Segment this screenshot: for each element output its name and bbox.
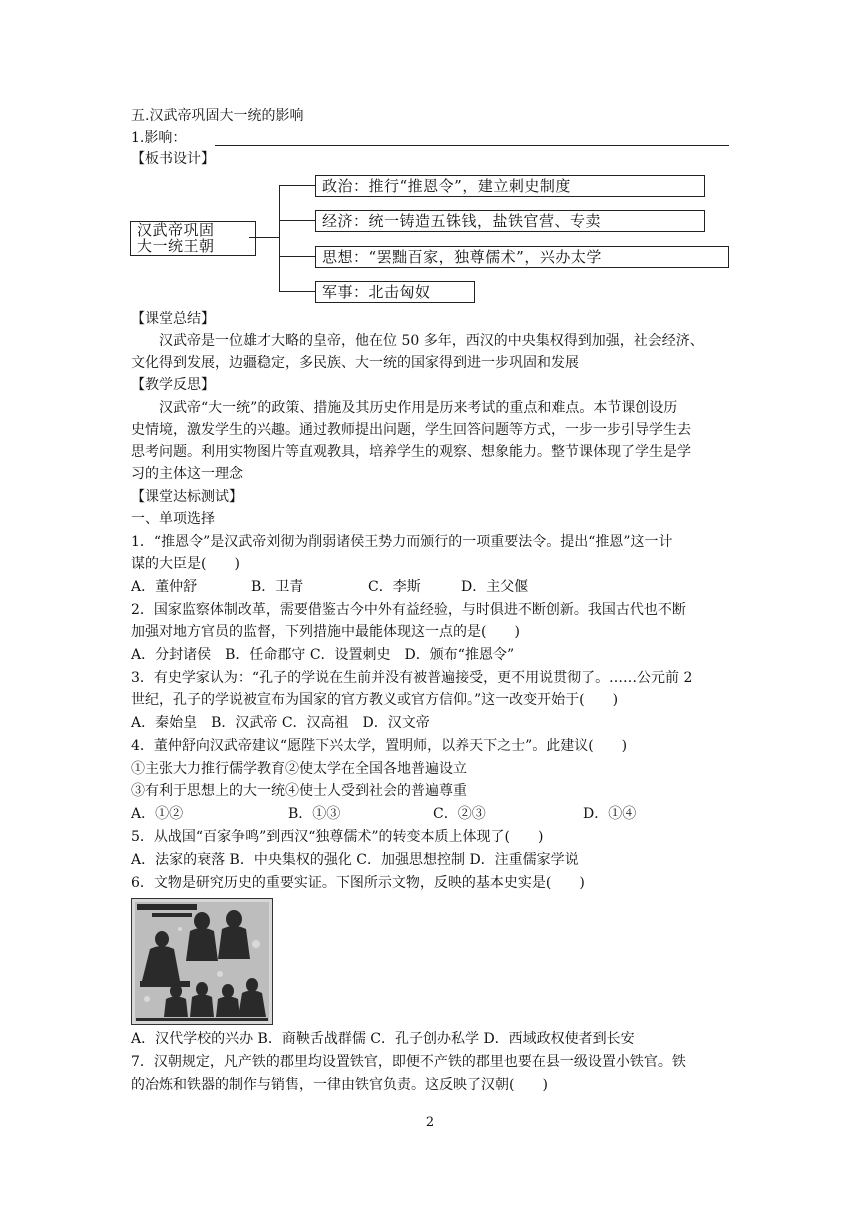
question-5-text: 5．从战国“百家争鸣”到西汉“独尊儒术”的转变本质上体现了( ): [131, 829, 544, 845]
reflection-heading: 【教学反思】: [131, 377, 215, 393]
question-3-text: 世纪，孔子的学说被宣布为国家的官方教义或官方信仰。”这一改变开始于( ): [131, 692, 619, 708]
diagram-connector: [279, 256, 315, 257]
question-7-text: 的冶炼和铁器的制作与销售，一律由铁官负责。这反映了汉朝( ): [131, 1077, 548, 1093]
reflection-line: 思考问题。利用实物图片等直观教具，培养学生的观察、想象能力。整节课体现了学生是学: [131, 444, 691, 460]
diagram-connector: [279, 291, 315, 292]
question-1-text: 1．“推恩令”是汉武帝刘彻为削弱诸侯王势力而颁行的一项重要法令。提出“推恩”这一计: [131, 534, 673, 550]
option-a: A．董仲舒: [131, 579, 198, 595]
question-6-text: 6．文物是研究历史的重要实证。下图所示文物，反映的基本史实是( ): [131, 875, 585, 891]
diagram-root-box: [130, 221, 256, 256]
question-4-text: 4．董仲舒向汉武帝建议“愿陛下兴太学，置明师，以养天下之士”。此建议( ): [131, 738, 628, 754]
diagram-connector: [249, 237, 279, 238]
option-d: D．①④: [583, 806, 637, 822]
option-d: D．主父偃: [461, 579, 529, 595]
question-3-options: A．秦始皇 B．汉武帝 C．汉高祖 D．汉文帝: [131, 715, 430, 731]
question-4-text: ①主张大力推行儒学教育②使太学在全国各地普遍设立: [131, 761, 467, 777]
option-c: C．李斯: [368, 579, 421, 595]
question-2-text: 2．国家监察体制改革，需要借鉴古今中外有益经验，与时俱进不断创新。我国古代也不断: [131, 602, 686, 618]
option-a: A．①②: [131, 806, 184, 822]
test-heading: 【课堂达标测试】: [131, 489, 243, 505]
single-choice-heading: 一、单项选择: [131, 511, 215, 527]
reflection-line: 习的主体这一理念: [131, 466, 243, 482]
question-1-text: 谋的大臣是( ): [131, 556, 240, 572]
option-b: B．①③: [288, 806, 341, 822]
summary-heading: 【课堂总结】: [131, 311, 215, 327]
diagram-root-line2: 大一统王朝: [137, 237, 215, 255]
option-c: C．②③: [433, 806, 486, 822]
diagram-connector: [279, 185, 280, 291]
board-design-heading: 【板书设计】: [131, 151, 215, 167]
section-heading: 五.汉武帝巩固大一统的影响: [131, 108, 304, 124]
diagram-root-line1: 汉武帝巩固: [137, 221, 215, 239]
summary-line: 汉武帝是一位雄才大略的皇帝，他在位 50 多年，西汉的中央集权得到加强，社会经济、: [159, 333, 704, 349]
reflection-line: 史情境，激发学生的兴趣。通过教师提出问题，学生回答问题等方式，一步一步引导学生去: [131, 422, 691, 438]
diagram-branch-politics: 政治：推行“推恩令”，建立刺史制度: [315, 175, 705, 197]
question-3-text: 3．有史学家认为：“孔子的学说在生前并没有被普遍接受，更不用说贯彻了。……公元前 2: [131, 670, 693, 686]
artifact-rubbing-image: [131, 898, 273, 1025]
page-number: 2: [425, 1115, 435, 1130]
diagram-connector: [279, 185, 315, 186]
answer-blank-line: [215, 145, 729, 146]
reflection-line: 汉武帝“大一统”的政策、措施及其历史作用是历来考试的重点和难点。本节课创设历: [159, 400, 678, 416]
question-6-options: A．汉代学校的兴办 B．商鞅舌战群儒 C．孔子创办私学 D．西域政权使者到长安: [131, 1031, 635, 1047]
question-5-options: A．法家的衰落 B．中央集权的强化 C．加强思想控制 D．注重儒家学说: [131, 852, 579, 868]
impact-label: 1.影响：: [131, 130, 187, 146]
question-7-text: 7．汉朝规定，凡产铁的郡里均设置铁官，即便不产铁的郡里也要在县一级设置小铁官。铁: [131, 1054, 686, 1070]
diagram-branch-military: 军事：北击匈奴: [315, 281, 475, 303]
diagram-connector: [279, 220, 315, 221]
summary-line: 文化得到发展，边疆稳定，多民族、大一统的国家得到进一步巩固和发展: [131, 355, 579, 371]
option-b: B．卫青: [251, 579, 304, 595]
question-2-options: A．分封诸侯 B．任命郡守 C．设置刺史 D．颁布“推恩令”: [131, 647, 515, 663]
question-2-text: 加强对地方官员的监督，下列措施中最能体现这一点的是( ): [131, 624, 520, 640]
question-4-text: ③有利于思想上的大一统④使士人受到社会的普遍尊重: [131, 783, 467, 799]
diagram-branch-economy: 经济：统一铸造五铢钱，盐铁官营、专卖: [315, 210, 705, 232]
artifact-rubbing-illustration: [132, 899, 272, 1024]
diagram-branch-thought: 思想：“罢黜百家，独尊儒术”，兴办太学: [315, 246, 729, 268]
